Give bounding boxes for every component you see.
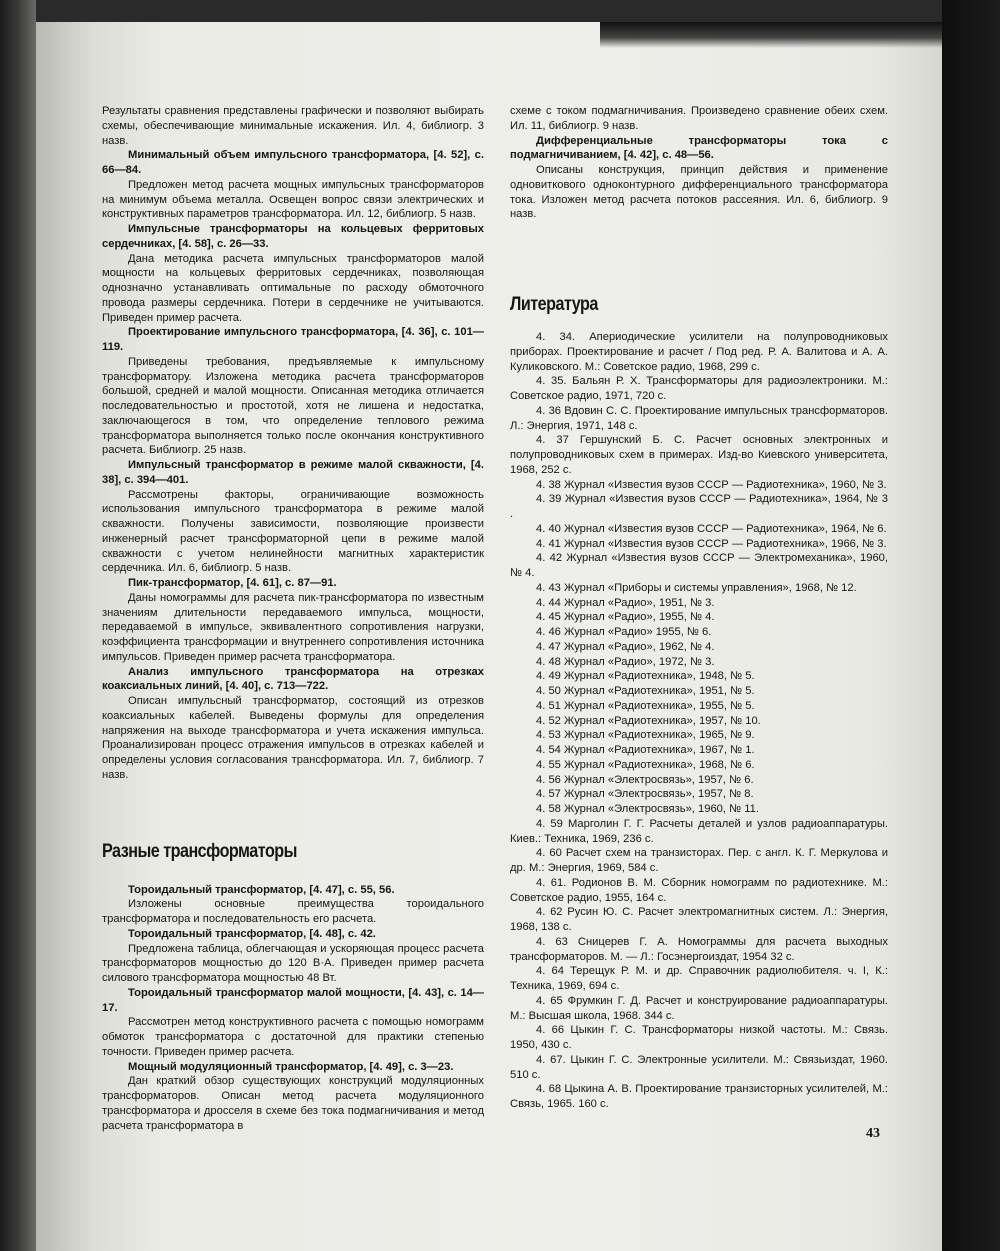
- reference-item: 4. 61. Родионов В. М. Сборник номограмм по радиотехнике. М.: Советское радио, 1955, 164 с.: [510, 876, 888, 904]
- paragraph: схеме с током подмагничивания. Произведено сравнение обеих схем. Ил. 11, библиогр. 9 назв.: [510, 105, 888, 132]
- paragraph: Дана методика расчета импульсных трансформаторов малой мощности на кольцевых ферритовых сердечниках, позволяющая однозначно устанавливать оптимальные по расходу обмоточного провода размеры сердечника. Потери в сердечнике не учитываются. Приведен пример расчета.: [102, 252, 484, 324]
- entry-title: Проектирование импульсного трансформатора, [4. 36], с. 101—119.: [102, 326, 484, 353]
- reference-item: 4. 49 Журнал «Радиотехника», 1948, № 5.: [536, 670, 755, 683]
- top-edge-shadow: [600, 22, 942, 48]
- reference-item: 4. 50 Журнал «Радиотехника», 1951, № 5.: [536, 685, 755, 697]
- reference-item: 4. 68 Цыкина А. В. Проектирование транзисторных усилителей, М.: Связь, 1965. 160 с.: [510, 1083, 888, 1110]
- left-column: [102, 104, 484, 1133]
- reference-item: 4. 41 Журнал «Известия вузов СССР — Радиотехника», 1966, № 3.: [536, 537, 887, 550]
- reference-item: 4. 55 Журнал «Радиотехника», 1968, № 6.: [536, 758, 755, 771]
- paragraph: Предложена таблица, облегчающая и ускоряющая процесс расчета трансформаторов мощностью до 120 В·А. Приведен пример расчета силового трансформатора мощностью 48 Вт.: [102, 942, 484, 984]
- entry-title: Дифференциальные трансформаторы тока с подмагничиванием, [4. 42], с. 48—56.: [510, 134, 888, 162]
- reference-item: 4. 48 Журнал «Радио», 1972, № 3.: [536, 655, 715, 668]
- right-column: [510, 104, 888, 1112]
- reference-item: 4. 56 Журнал «Электросвязь», 1957, № 6.: [536, 773, 754, 786]
- paragraph: Описаны конструкция, принцип действия и применение одновиткового одноконтурного дифференциального трансформатора тока. Изложен метод расчета потоков рассеяния. Ил. 6, библиогр. 9 назв.: [510, 164, 888, 221]
- reference-item: 4. 54 Журнал «Радиотехника», 1967, № 1.: [536, 744, 755, 756]
- paragraph: Описан импульсный трансформатор, состоящий из отрезков коаксиальных кабелей. Выведены формулы для определения напряжения на выходе трансформатора и учета искажения импульса. Проанализирован процесс отражения импульсов в отрезках кабелей и определены условия согласования трансформатора. Ил. 7, библиогр. 7 назв.: [102, 695, 484, 781]
- reference-item: 4. 63 Сницерев Г. А. Номограммы для расчета выходных трансформаторов. М. — Л.: Госэнергоиздат, 1954 32 с.: [510, 935, 888, 963]
- entry-title: Тороидальный трансформатор, [4. 47], с. 55, 56.: [128, 883, 395, 896]
- paragraph: Результаты сравнения представлены графически и позволяют выбирать схемы, обеспечивающие минимальные искажения. Ил. 4, библиогр. 3 назв.: [102, 105, 484, 147]
- reference-item: 4. 40 Журнал «Известия вузов СССР — Радиотехника», 1964, № 6.: [536, 522, 887, 535]
- references-list: [510, 330, 888, 1112]
- entry-title: Тороидальный трансформатор, [4. 48], с. 42.: [128, 927, 376, 940]
- reference-item: 4. 57 Журнал «Электросвязь», 1957, № 8.: [536, 788, 754, 801]
- page-number: 43: [866, 1126, 880, 1141]
- reference-item: 4. 53 Журнал «Радиотехника», 1965, № 9.: [536, 729, 755, 742]
- reference-item: 4. 39 Журнал «Известия вузов СССР — Радиотехника», 1964, № 3 .: [510, 493, 888, 520]
- paragraph: Рассмотрен метод конструктивного расчета с помощью номограмм обмоток трансформатора с достаточной для практики степенью точности. Приведен пример расчета.: [102, 1016, 484, 1058]
- paragraph: Рассмотрены факторы, ограничивающие возможность использования импульсного трансформатора в режиме малой скважности. Получены зависимости, позволяющие произвести инженерный расчет трансформаторной цепи в режиме малой скважности с учетом нелинейности магнитных характеристик сердечника. Ил. 6, библиогр. 5 назв.: [102, 488, 484, 575]
- reference-item: 4. 43 Журнал «Приборы и системы управления», 1968, № 12.: [536, 581, 857, 594]
- book-spine-shadow: [0, 0, 36, 1251]
- reference-item: 4. 66 Цыкин Г. С. Трансформаторы низкой частоты. М.: Связь. 1950, 430 с.: [510, 1024, 888, 1051]
- entry-title: Импульсный трансформатор в режиме малой скважности, [4. 38], с. 394—401.: [102, 459, 484, 486]
- reference-item: 4. 37 Гершунский Б. С. Расчет основных электронных и полупроводниковых схем в примерах. Изд-во Киевского университета, 1968, 252 с.: [510, 434, 888, 476]
- paragraph: Изложены основные преимущества тороидального трансформатора и последовательность его расчета.: [102, 898, 484, 925]
- reference-item: 4. 52 Журнал «Радиотехника», 1957, № 10.: [536, 714, 761, 727]
- paragraph: Даны номограммы для расчета пик-трансформатора по известным значениям длительности передаваемого импульса, мощности, передаваемой в импульсе, эквивалентного сопротивления нагрузки, коэффициента трансформации и внутреннего сопротивления источника импульсов. Приведен пример расчета трансформатора.: [102, 591, 484, 663]
- reference-item: 4. 42 Журнал «Известия вузов СССР — Электромеханика», 1960, № 4.: [510, 552, 888, 579]
- entry-title: Пик-трансформатор, [4. 61], с. 87—91.: [128, 577, 337, 589]
- reference-item: 4. 47 Журнал «Радио», 1962, № 4.: [536, 640, 715, 653]
- reference-item: 4. 34. Апериодические усилители на полупроводниковых приборах. Проектирование и расчет / Под ред. Р. А. Валитова и А. А. Куликовского. М.: Советское радио, 1968, 299 с.: [510, 331, 888, 373]
- reference-item: 4. 60 Расчет схем на транзисторах. Пер. с англ. К. Г. Меркулова и др. М.: Энергия, 1969, 584 с.: [510, 847, 888, 874]
- reference-item: 4. 38 Журнал «Известия вузов СССР — Радиотехника», 1960, № 3.: [536, 478, 887, 491]
- entry-title: Мощный модуляционный трансформатор, [4. 49], с. 3—23.: [128, 1060, 454, 1073]
- reference-item: 4. 45 Журнал «Радио», 1955, № 4.: [536, 611, 715, 624]
- reference-item: 4. 51 Журнал «Радиотехника», 1955, № 5.: [536, 699, 755, 712]
- references-heading: Литература: [510, 294, 598, 315]
- paragraph: Предложен метод расчета мощных импульсных трансформаторов на минимум объема металла. Освещен вопрос связи электрических и конструктивных параметров трансформатора. Ил. 12, библиогр. 5 назв.: [102, 178, 484, 221]
- right-edge-shadow: [942, 0, 1000, 1251]
- reference-item: 4. 36 Вдовин С. С. Проектирование импульсных трансформаторов. Л.: Энергия, 1971, 148 с.: [510, 404, 888, 432]
- reference-item: 4. 35. Бальян Р. Х. Трансформаторы для радиоэлектроники. М.: Советское радио, 1971, 720 с.: [510, 375, 888, 402]
- paragraph: Приведены требования, предъявляемые к импульсному трансформатору. Изложена методика расчета трансформаторов большой, средней и малой мощности. Описанная методика отличается последовательностью и простотой, хотя не лишена и недостатка, заключающегося в том, что определение теплового режима трансформатора выполняется только после окончания конструктивного расчета. Библиогр. 25 назв.: [102, 355, 484, 457]
- entry-title: Тороидальный трансформатор малой мощности, [4. 43], с. 14—17.: [102, 986, 484, 1014]
- reference-item: 4. 65 Фрумкин Г. Д. Расчет и конструирование радиоаппаратуры. М.: Высшая школа, 1968. 344 с.: [510, 994, 888, 1022]
- paragraph: Дан краткий обзор существующих конструкций модуляционных трансформаторов. Описан метод расчета модуляционного трансформатора и дросселя в схеме без тока подмагничивания и метод расчета трансформатора в: [102, 1075, 484, 1132]
- entry-title: Минимальный объем импульсного трансформатора, [4. 52], с. 66—84.: [102, 149, 484, 176]
- entry-title: Анализ импульсного трансформатора на отрезках коаксиальных линий, [4. 40], с. 713—722.: [102, 665, 484, 693]
- section-heading: Разные трансформаторы: [102, 840, 297, 862]
- reference-item: 4. 46 Журнал «Радио» 1955, № 6.: [536, 626, 712, 638]
- reference-item: 4. 59 Марголин Г. Г. Расчеты деталей и узлов радиоаппаратуры. Киев.: Техника, 1969, 236 с.: [510, 817, 888, 845]
- reference-item: 4. 67. Цыкин Г. С. Электронные усилители. М.: Связьиздат, 1960. 510 с.: [510, 1053, 888, 1081]
- reference-item: 4. 58 Журнал «Электросвязь», 1960, № 11.: [536, 803, 759, 815]
- reference-item: 4. 64 Терещук Р. М. и др. Справочник радиолюбителя. ч. I, К.: Техника, 1969, 694 с.: [510, 965, 888, 992]
- reference-item: 4. 62 Русин Ю. С. Расчет электромагнитных систем. Л.: Энергия, 1968, 138 с.: [510, 906, 888, 933]
- entry-title: Импульсные трансформаторы на кольцевых ферритовых сердечниках, [4. 58], с. 26—33.: [102, 223, 484, 250]
- reference-item: 4. 44 Журнал «Радио», 1951, № 3.: [536, 596, 715, 609]
